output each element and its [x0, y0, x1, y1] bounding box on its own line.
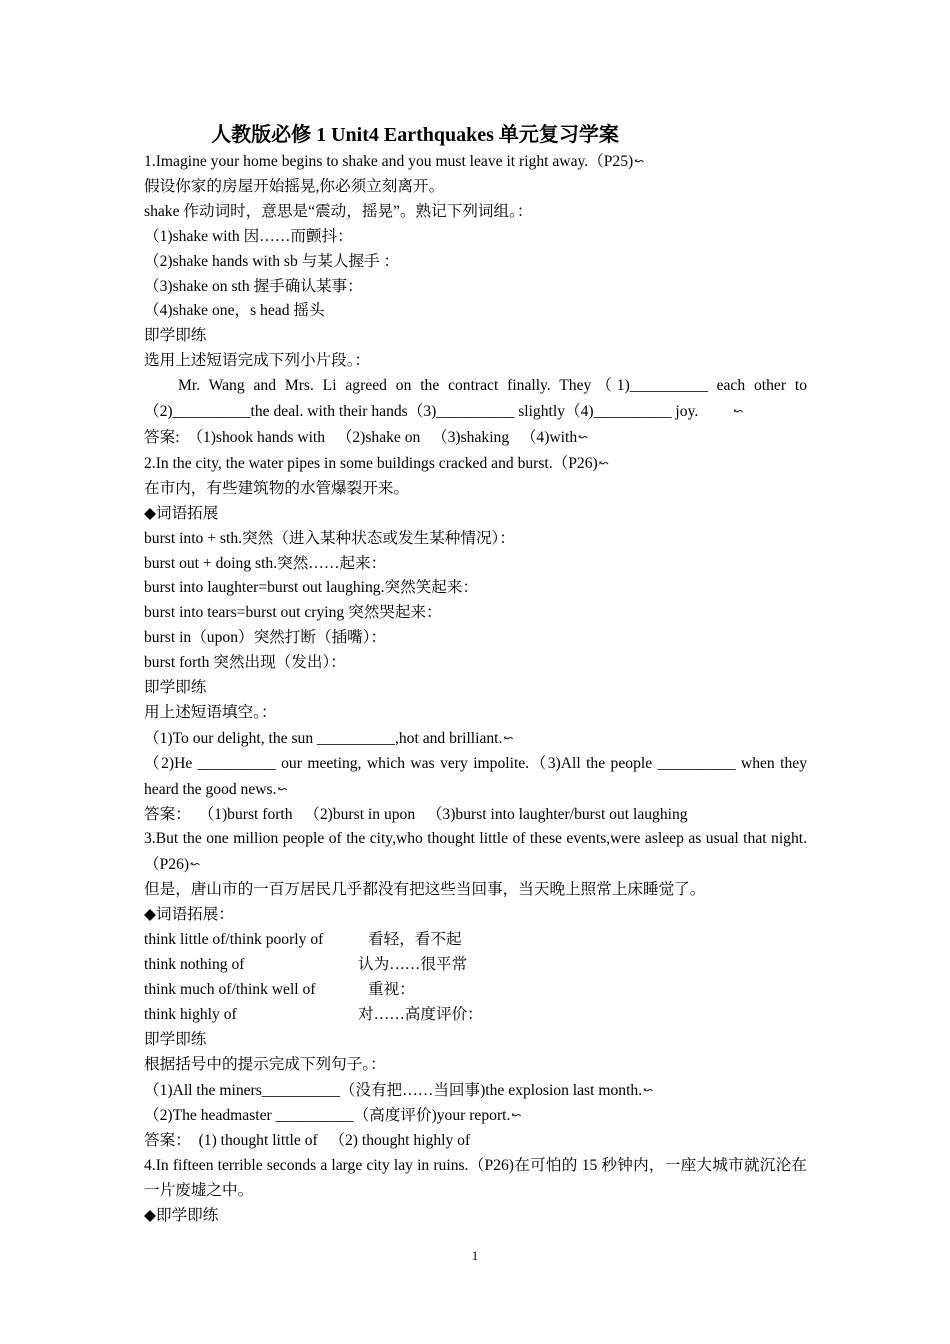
- text: 3.But the one million people of the city,who thought little of these events,were asleep as usual that night.（P26): [144, 830, 807, 874]
- paragraph-mark-icon: ↜: [503, 730, 514, 745]
- document-title: [0, 121, 830, 149]
- exercise-1: [144, 1078, 807, 1104]
- answer-1: [144, 425, 807, 451]
- item-1-translation: 假设你家的房屋开始摇晃,你必须立刻离开。: [144, 177, 445, 195]
- item-3-translation: 但是，唐山市的一百万居民几乎都没有把这些当回事，当天晚上照常上床睡觉了。: [144, 881, 706, 899]
- meaning: 认为……很平常: [358, 956, 468, 973]
- exercise-2: [144, 1103, 807, 1129]
- phrase: think much of/think well of: [144, 980, 316, 998]
- meaning: 看轻，看不起: [368, 931, 462, 949]
- shake-phrase-1: （1)shake with 因……而颤抖：: [144, 227, 353, 245]
- paragraph-mark-icon: ↜: [277, 781, 288, 796]
- item-4-sentence: 4.In fifteen terrible seconds a large city lay in ruins.（P26)在可怕的 15 秒钟内，一座大城市就沉沦在一片废墟之中。: [144, 1157, 807, 1200]
- think-phrase-2: [144, 953, 807, 978]
- meaning: 重视：: [368, 980, 415, 998]
- item-2-sentence: [144, 451, 807, 477]
- burst-phrase-5: burst in（upon）突然打断（插嘴）：: [144, 629, 387, 647]
- phrase: think little of/think poorly of: [144, 931, 324, 949]
- shake-explanation: shake 作动词时，意思是“震动，摇晃”。熟记下列词组。：: [144, 202, 533, 220]
- document-title-text: 人教版必修 1 Unit4 Earthquakes 单元复习学案: [211, 124, 619, 146]
- item-1-sentence: [144, 149, 807, 175]
- item-2-translation: 在市内，有些建筑物的水管爆裂开来。: [144, 479, 410, 497]
- burst-phrase-4: burst into tears=burst out crying 突然哭起来：: [144, 604, 442, 622]
- text: 1.Imagine your home begins to shake and you must leave it right away.（P25): [144, 153, 634, 170]
- text: （1)To our delight, the sun __________,hot and brilliant.: [144, 729, 503, 747]
- practice-heading: 即学即练: [144, 679, 207, 697]
- shake-phrase-2: （2)shake hands with sb 与某人握手 ：: [144, 252, 400, 270]
- practice-paragraph: [144, 374, 807, 425]
- practice-heading: 即学即练: [144, 1030, 207, 1048]
- word-expansion-heading: ◆词语拓展：: [144, 906, 234, 924]
- word-expansion-heading: ◆词语拓展: [144, 504, 219, 522]
- think-phrase-4: [144, 1003, 807, 1028]
- document-body: [144, 149, 807, 1229]
- phrase: think nothing of: [144, 956, 245, 973]
- paragraph-mark-icon: ↜: [733, 404, 744, 419]
- shake-phrase-3: （3)shake on sth 握手确认某事：: [144, 277, 363, 295]
- text: 2.In the city, the water pipes in some buildings cracked and burst.（P26): [144, 454, 598, 472]
- paragraph-mark-icon: ↜: [190, 857, 201, 872]
- paragraph-mark-icon: ↜: [643, 1082, 654, 1097]
- paragraph-mark-icon: ↜: [598, 455, 609, 470]
- phrase: think highly of: [144, 1005, 237, 1023]
- text: （2)He __________ our meeting, which was very impolite.（3)All the people __________ when they heard the good news.: [144, 754, 807, 798]
- meaning: 对……高度评价：: [358, 1005, 483, 1023]
- burst-phrase-6: burst forth 突然出现（发出）：: [144, 654, 346, 672]
- text: （1)All the miners__________（没有把……当回事)the explosion last month.: [144, 1081, 643, 1099]
- paragraph-mark-icon: ↜: [634, 154, 645, 168]
- paragraph-mark-icon: ↜: [578, 429, 589, 444]
- text: （2)The headmaster __________（高度评价)your report.: [144, 1107, 511, 1125]
- paragraph-mark-icon: ↜: [511, 1108, 522, 1123]
- practice-heading: ◆即学即练: [144, 1207, 219, 1225]
- burst-phrase-1: burst into + sth.突然（进入某种状态或发生某种情况）：: [144, 529, 515, 547]
- think-phrase-1: [144, 928, 807, 953]
- page-number: 1: [471, 1248, 479, 1263]
- practice-instruction: 根据括号中的提示完成下列句子。：: [144, 1055, 386, 1073]
- exercise-2-3: [144, 752, 807, 803]
- text: Mr. Wang and Mrs. Li agreed on the contract finally. They（1)__________ each other to（2)__________the deal. with their hands（3)__________ slightly（4)__________ joy.: [144, 377, 807, 421]
- shake-phrase-4: （4)shake one，s head 摇头: [144, 302, 325, 320]
- burst-phrase-3: burst into laughter=burst out laughing.突然笑起来：: [144, 579, 479, 597]
- burst-phrase-2: burst out + doing sth.突然……起来：: [144, 554, 387, 572]
- answer-2: 答案： （1)burst forth （2)burst in upon （3)burst into laughter/burst out laughing: [144, 805, 688, 823]
- answer-3: 答案： (1) thought little of （2) thought highly of: [144, 1132, 471, 1150]
- practice-instruction: 选用上述短语完成下列小片段。：: [144, 352, 371, 370]
- practice-heading: 即学即练: [144, 327, 207, 345]
- text: 答案: （1)shook hands with （2)shake on （3)shaking （4)with: [144, 428, 578, 446]
- practice-instruction: 用上述短语填空。：: [144, 703, 277, 721]
- item-3-sentence: [144, 827, 807, 878]
- exercise-1: [144, 726, 807, 752]
- think-phrase-3: [144, 978, 807, 1003]
